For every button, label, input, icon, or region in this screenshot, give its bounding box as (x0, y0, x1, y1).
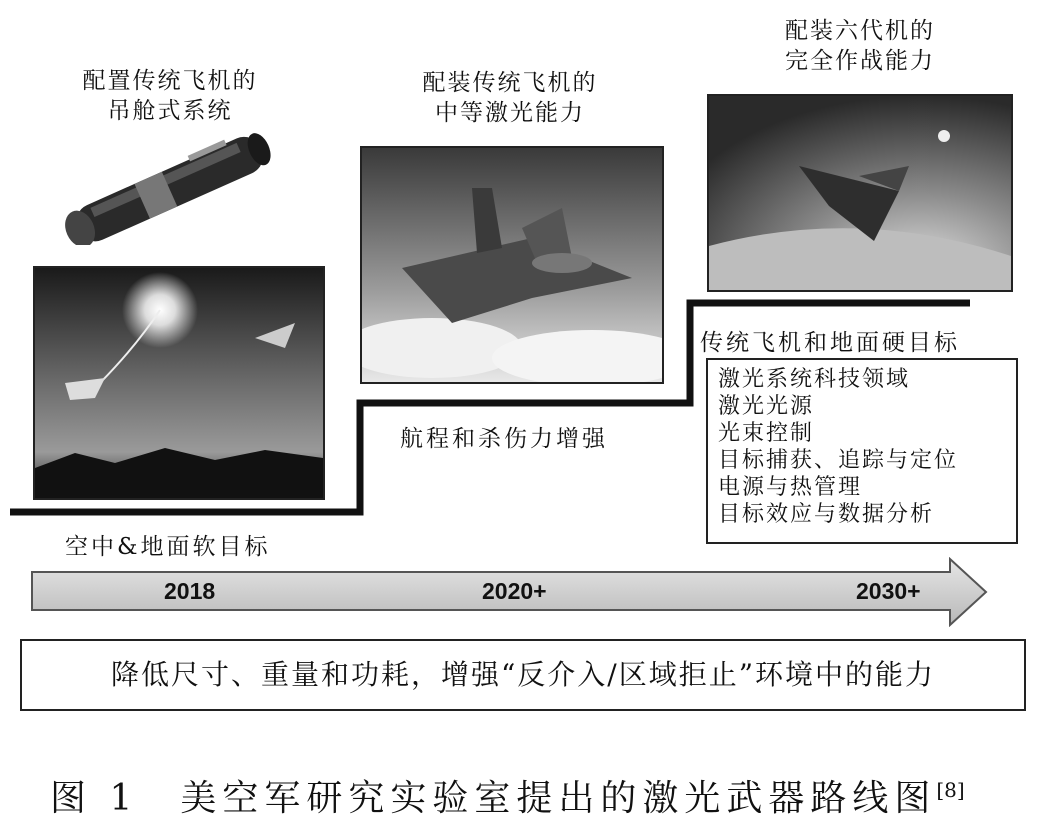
figure-reference: [8] (936, 778, 965, 802)
stage-1-caption-line-2: 吊舱式系统 (107, 98, 233, 124)
stage-2-caption-line-1: 配装传统飞机的 (422, 70, 598, 96)
stage-2-caption-line-2: 中等激光能力 (435, 100, 585, 126)
tech-area-item: 激光系统科技领域 (718, 367, 911, 392)
figure-caption-text: 图 1 美空军研究实验室提出的激光武器路线图 (50, 778, 937, 819)
stage-2-target-label: 航程和杀伤力增强 (400, 426, 608, 452)
year-2020: 2020+ (482, 578, 547, 604)
stage-1-caption-line-1: 配置传统飞机的 (82, 68, 258, 94)
figure-caption (50, 770, 965, 821)
objective-banner: 降低尺寸、重量和功耗，增强“反介入/区域拒止”环境中的能力 (20, 639, 1026, 711)
tech-areas-box (706, 358, 1018, 544)
tech-area-item: 目标效应与数据分析 (718, 502, 935, 527)
year-2018: 2018 (164, 578, 216, 604)
tech-area-item: 电源与热管理 (718, 475, 863, 500)
tech-area-item: 激光光源 (718, 394, 815, 419)
year-2030: 2030+ (856, 578, 921, 604)
tech-area-item: 光束控制 (718, 421, 815, 446)
stage-3-target-label: 传统飞机和地面硬目标 (700, 330, 960, 356)
stage-3-caption-line-2: 完全作战能力 (785, 48, 935, 74)
stage-1-target-label: 空中&地面软目标 (65, 534, 271, 560)
stage-3-caption-line-1: 配装六代机的 (785, 18, 935, 44)
tech-area-item: 目标捕获、追踪与定位 (718, 448, 959, 473)
